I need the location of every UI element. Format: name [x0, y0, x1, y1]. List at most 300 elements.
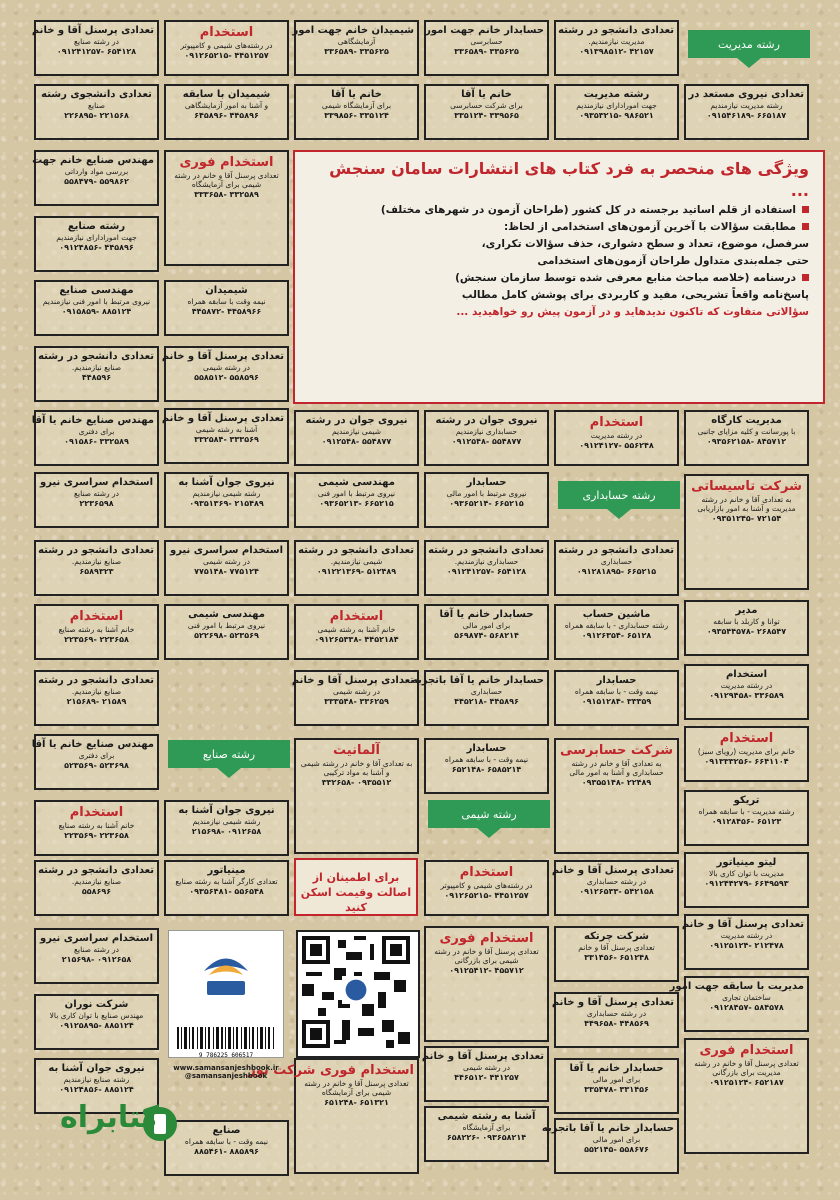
ad-phone: ۰۹۱۲۴۱۲۷- ۵۵۶۲۴۸ [579, 441, 654, 450]
ad-card [424, 84, 549, 140]
ad-card [541, 1118, 679, 1174]
ad-title: حسابدار [466, 743, 507, 754]
ad-body: به تعدادی آقا و خانم در رشته حسابداری و آشنا به امور مالی [569, 759, 664, 777]
ad-body: خانم آشنا به رشته شیمی [317, 625, 396, 634]
ad-title: نیروی جوان آشنا به [48, 1063, 145, 1074]
ad-body: صنایع نیازمندیم. [71, 877, 122, 886]
ad-phone: ۰۹۱۲۵۱۲۴- ۲۱۲۴۷۸ [709, 941, 784, 950]
ad-title: مدیریت کارگاه [711, 415, 782, 426]
ad-card [164, 540, 289, 596]
ad-body: در رشته حسابداری [586, 1009, 647, 1018]
ad-body: صنایع [88, 101, 105, 110]
ad-card [34, 994, 159, 1050]
ad-card [294, 604, 419, 660]
ad-title: تعدادی پرسنل آقا و خانم [161, 413, 284, 424]
ad-card [424, 604, 549, 660]
ad-phone: ۰۹۱۲۶۵۲۱۵- ۴۴۵۱۲۵۷ [444, 891, 529, 900]
ad-body: رشته شیمی نیازمندیم [192, 817, 261, 826]
ad-title: تعدادی پرسنل آقا و خانم [31, 25, 154, 36]
ad-card [34, 472, 159, 528]
bullet-icon [802, 223, 809, 230]
ad-phone: ۰۹۱۵۸۵۹- ۸۸۵۱۲۴ [61, 307, 132, 316]
authenticity-promo: برای اطمینان از اصالت وقیمت اسکن کنید [294, 858, 418, 916]
ad-phone: ۲۲۶۸۹۵- ۲۲۱۵۶۸ [64, 111, 129, 120]
ad-card [424, 20, 549, 76]
feature-highlight: سؤالاتی متفاوت که تاکنون ندیدهاید و در آزمون پیش رو خواهیدید ... [456, 306, 809, 318]
ad-body: تعدادی پرسنل آقا و خانم در رشته شیمی برای آزمایشگاه [174, 171, 279, 189]
ad-body: در رشته مدیریت [720, 931, 773, 940]
ad-card [248, 1058, 419, 1174]
ad-card [684, 1038, 809, 1154]
ad-body: نیمه وقت - با سابقه همراه [184, 1137, 269, 1146]
ad-body: در رشته شیمی [202, 363, 251, 372]
ad-phone: ۳۳۹۸۵۶- ۳۳۵۱۲۴ [324, 111, 389, 120]
ad-card [681, 914, 809, 970]
ad-card [294, 738, 419, 854]
ad-phone: ۰۹۱۲۹۴۵۸- ۳۳۶۵۸۹ [709, 691, 784, 700]
ad-body: رشته مدیریت نیازمندیم [710, 101, 783, 110]
ad-card [31, 734, 159, 790]
ad-card [164, 604, 289, 660]
ad-body: حسابداری نیازمندیم [455, 427, 518, 436]
ad-phone: ۰۹۱۳۹۸۵۱۲- ۴۲۱۵۷ [579, 47, 654, 56]
ad-card [294, 84, 419, 140]
ad-card [669, 976, 809, 1032]
feature-subitem: حتی جمله‌بندی متداول طراحان آزمون‌های استخدامی [537, 255, 809, 267]
ad-body: برای آزمایشگاه شیمی [321, 101, 392, 110]
ad-body: در رشته شیمی [462, 1063, 511, 1072]
ad-title: استخدام [69, 609, 124, 624]
ad-phone: ۰۹۱۲۶۵۳۳- ۵۴۲۱۵۸ [579, 887, 654, 896]
ad-card [34, 670, 159, 726]
ad-card [554, 738, 679, 854]
ad-title: نیروی جوان آشنا به [178, 805, 275, 816]
ad-card [554, 84, 679, 140]
ad-title: حسابدار خانم یا آقا باتجربه [411, 675, 544, 686]
ad-phone: ۴۴۶۵۱۲- ۴۴۱۲۵۷ [454, 1073, 519, 1082]
ad-body: در رشته مدیریت [720, 681, 773, 690]
ad-title: حسابدار خانم یا آقا [569, 1063, 664, 1074]
category-tag-chemistry: رشته شیمی [428, 800, 550, 828]
ad-title: استخدام [719, 731, 774, 746]
ad-title: شرکت حسابرسی [559, 743, 674, 758]
ad-body: آزمایشگاهی [337, 37, 376, 46]
ad-card [164, 1120, 289, 1176]
feature-subitem: پاسخ‌نامه واقعاً تشریحی، مفید و کاربردی برای پوشش کامل مطالب [461, 289, 809, 301]
ad-title: مهندسی شیمی [318, 477, 395, 488]
ad-body: رشته مدیریت - با سابقه همراه [698, 807, 795, 816]
qr-code[interactable] [296, 930, 420, 1058]
ad-title: استخدام [459, 865, 514, 880]
ad-phone: ۶۵۸۲۲۶- ۰۹۳۶۵۸۲۱۴ [446, 1133, 527, 1142]
ad-phone: ۲۲۳۶۵۹۸ [79, 499, 114, 508]
ad-phone: ۲۱۵۶۸۹- ۲۱۵۸۹ [66, 697, 127, 706]
ad-title: تعدادی پرسنل آقا و خانم [421, 1051, 544, 1062]
ad-card [684, 600, 809, 656]
ad-title: تعدادی پرسنل آقا و خانم [161, 351, 284, 362]
ad-title: مهندسی صنایع [59, 285, 134, 296]
ad-title: لیتو مینیاتور [716, 857, 777, 868]
ad-phone: ۴۴۵۸۷۲- ۴۴۵۸۹۶۶ [191, 307, 262, 316]
ad-body: در رشته صنایع [74, 37, 119, 46]
feature-item: مطابقت سؤالات با آخرین آزمون‌های استخدامی از لحاظ: [309, 219, 809, 236]
ad-card [164, 20, 289, 76]
ad-body: تعدادی پرسنل آقا و خانم در رشته شیمی برای آزمایشگاه [304, 1079, 409, 1097]
ad-phone: ۰۹۱۲۸۴۵۶- ۶۵۱۲۳ [711, 817, 782, 826]
ad-body: بررسی مواد وارداتی [64, 167, 129, 176]
ad-title: تعدادی پرسنل آقا و خانم [291, 675, 414, 686]
ad-title: استخدام فوری [699, 1043, 794, 1058]
ad-phone: ۰۹۳۵۴۴۵۷۸- ۲۶۸۵۴۷ [706, 627, 787, 636]
ad-card [424, 926, 549, 1042]
ad-title: تعدادی دانشجو در رشته [38, 545, 154, 556]
ad-title: ماشین حساب [582, 609, 651, 620]
ad-card [294, 540, 419, 596]
ad-title: خانم یا آقا [331, 89, 382, 100]
ad-body: صنایع نیازمندیم. [71, 557, 122, 566]
ad-title: استخدام [199, 25, 254, 40]
ad-title: نیروی جوان در رشته [305, 415, 408, 426]
ad-title: رشته مدیریت [583, 89, 650, 100]
ad-phone: ۰۹۱۲۴۴۲۷۹- ۶۶۴۹۵۹۳ [704, 879, 789, 888]
ad-title: رشته صنایع [67, 221, 126, 232]
ad-phone: ۳۳۳۶۵۸- ۳۳۲۵۸۹ [194, 190, 259, 199]
ad-title: شیمیدان با سابقه [182, 89, 271, 100]
ad-body: حسابداری [600, 557, 633, 566]
ad-card [424, 738, 549, 794]
ad-phone: ۰۹۱۵۴۶۱۸۹- ۶۶۵۱۸۷ [706, 111, 787, 120]
ad-card [294, 20, 419, 76]
category-tag-accounting: رشته حسابداری [558, 481, 680, 509]
ad-phone: ۴۴۹۶۵۸- ۴۴۸۵۶۹ [584, 1019, 649, 1028]
ad-body: جهت امورادارای نیازمندیم [576, 101, 657, 110]
ad-title: حسابدار خانم جهت امور [425, 25, 544, 36]
ad-phone: ۶۵۱۲۴۸- ۶۵۱۳۲۱ [324, 1098, 389, 1107]
ad-phone: ۲۱۵۶۹۸- ۰۹۱۲۶۵۸ [191, 827, 262, 836]
ad-title: تعدادی نیروی مستعد در [688, 89, 804, 100]
ad-phone: ۰۹۱۲۴۱۲۵۷- ۶۵۴۱۲۸ [446, 567, 527, 576]
ad-body: برای امور مالی [592, 1075, 641, 1084]
ad-card [34, 540, 159, 596]
ad-phone: ۵۲۲۶۹۸- ۵۲۳۵۶۹ [194, 631, 259, 640]
ad-phone: ۰۹۱۲۲۱۳۶۹- ۵۱۲۴۸۹ [316, 567, 397, 576]
ad-body: رشته صنایع نیازمندیم [63, 1075, 130, 1084]
ad-phone: ۴۴۸۵۹۶ [81, 373, 112, 382]
ad-title: شرکت چرتکه [584, 931, 649, 942]
ad-card [291, 670, 419, 726]
ad-card [34, 604, 159, 660]
ad-body: در رشته مدیریت [590, 431, 643, 440]
ad-body: در رشته‌های شیمی و کامپیوتر [440, 881, 533, 890]
ad-body: مهندس صنایع با توان کاری بالا [49, 1011, 144, 1020]
ad-title: استخدام سراسری نیرو [39, 477, 154, 488]
ad-phone: ۵۵۲۱۴۵- ۵۵۸۶۷۶ [584, 1145, 649, 1154]
ad-card [34, 346, 159, 402]
bullet-icon [802, 274, 809, 281]
ad-body: خانم آشنا به رشته صنایع [58, 625, 135, 634]
ad-card [684, 664, 809, 720]
ad-title: مدیریت با سابقه جهت امور [669, 981, 804, 992]
ad-body: آشنا به رشته شیمی [195, 425, 258, 434]
ad-phone: ۲۱۵۶۹۸- ۰۹۱۲۶۵۸ [61, 955, 132, 964]
ad-body: با پورسانت و کلیه مزایای جانبی [697, 427, 796, 436]
ad-body: نیروی مرتبط با امور فنی [317, 489, 396, 498]
ad-phone: ۳۳۶۵۸۹- ۳۳۵۶۲۵ [324, 47, 389, 56]
ad-phone: ۰۹۳۵۶۴۸۱- ۵۵۶۵۴۸ [189, 887, 264, 896]
ad-title: تعدادی دانشجو در رشته [298, 545, 414, 556]
ad-title: تعدادی دانشجو در رشته [38, 865, 154, 876]
ad-card [31, 410, 159, 466]
ad-title: آشنا به رشته شیمی [437, 1111, 536, 1122]
ad-card [424, 540, 549, 596]
ad-card [164, 150, 289, 266]
ad-card [554, 670, 679, 726]
ad-card [34, 216, 159, 272]
ad-phone: ۰۹۱۲۵۴۱۲- ۴۵۵۷۱۲ [449, 966, 524, 975]
ad-card [164, 472, 289, 528]
ad-card [684, 474, 809, 590]
ad-body: نیروی مرتبط با امور فنی نیازمندیم [42, 297, 151, 306]
ad-phone: ۵۶۹۸۷۴- ۵۶۸۲۱۴ [454, 631, 519, 640]
ad-body: در رشته‌های شیمی و کامپیوتر [180, 41, 273, 50]
ad-card [164, 860, 289, 916]
ad-title: استخدام فوری [439, 931, 534, 946]
ad-title: تعدادی دانشجو در رشته [558, 545, 674, 556]
ad-body: تعدادی پرسنل آقا و خانم [578, 943, 655, 952]
ad-body: در رشته صنایع [74, 489, 119, 498]
ad-card [31, 20, 159, 76]
features-title: ویژگی های منحصر به فرد کتاب های انتشارات سامان سنجش ... [329, 159, 809, 200]
ad-body: مدیریت نیازمندیم. [588, 37, 645, 46]
social-handle[interactable]: @samansanjeshbook [184, 1072, 268, 1080]
ad-title: مینیاتور [207, 865, 246, 876]
ad-card [34, 860, 159, 916]
ad-phone: ۰۹۱۲۵۸۹۵- ۸۸۵۱۲۴ [59, 1021, 134, 1030]
ad-phone: ۳۳۲۵۸۴- ۳۳۳۵۶۹ [194, 435, 259, 444]
ad-card [684, 410, 809, 466]
ad-phone: ۰۹۱۵۱۲۸۴- ۳۳۳۵۹ [581, 697, 652, 706]
ad-body: جهت امورادارای نیازمندیم [56, 233, 137, 242]
ad-card [34, 150, 159, 206]
ad-title: تریکو [733, 795, 760, 806]
ad-body: نیمه وقت - با سابقه همراه [574, 687, 659, 696]
ad-phone: ۰۹۱۲۴۸۵۶- ۸۸۵۱۲۴ [59, 1085, 134, 1094]
ad-phone: ۰۹۱۲۵۴۸- ۵۵۴۸۷۷ [451, 437, 522, 446]
ad-phone: ۴۴۵۲۱۸- ۴۴۵۸۹۶ [454, 697, 519, 706]
ad-title: تعدادی دانشجو در رشته [38, 351, 154, 362]
ad-phone: ۰۹۳۶۵۲۱۳- ۶۶۵۲۱۵ [319, 499, 394, 508]
ad-phone: ۰۹۱۲۶۵۳۳۸- ۴۴۵۲۱۸۴ [314, 635, 399, 644]
category-tag-industry: رشته صنایع [168, 740, 290, 768]
ad-title: نیروی جوان در رشته [435, 415, 538, 426]
ad-card [554, 1058, 679, 1114]
ad-card [421, 1046, 549, 1102]
publisher-logo-icon [169, 931, 283, 1021]
ad-body: تعدادی کارگر آشنا به رشته صنایع [175, 877, 278, 886]
ad-phone: ۵۵۸۵۱۲- ۵۵۸۵۹۶ [194, 373, 259, 382]
ad-card [551, 992, 679, 1048]
ad-title: استخدام سراسری نیرو [39, 933, 154, 944]
category-tag-management: رشته مدیریت [688, 30, 810, 58]
ad-body: نیروی مرتبط با امور فنی [187, 621, 266, 630]
ad-card [554, 604, 679, 660]
bullet-icon [802, 206, 809, 213]
ad-body: رشته حسابداری - با سابقه همراه [564, 621, 669, 630]
ad-body: و آشنا به امور آزمایشگاهی [184, 101, 269, 110]
ad-title: استخدام فوری [179, 155, 274, 170]
ad-title: تعدادی دانشجوی رشته [41, 89, 152, 100]
ad-title: تعدادی پرسنل آقا و خانم [551, 865, 674, 876]
ad-card [34, 280, 159, 336]
ad-phone: ۶۵۲۱۴۸- ۶۵۸۵۲۱۴ [451, 765, 522, 774]
ad-card [684, 852, 809, 908]
ad-phone: ۲۲۳۵۶۹- ۲۲۳۶۵۸ [64, 831, 129, 840]
ad-phone: ۶۴۵۸۹۶- ۴۴۵۸۹۶ [194, 111, 259, 120]
ad-body: شیمی نیازمندیم [331, 427, 382, 436]
ad-body: برای دفتری [78, 427, 115, 436]
ad-title: صنایع [212, 1125, 241, 1136]
ad-body: در رشته حسابداری [586, 877, 647, 886]
ad-phone: ۳۳۵۴۷۸- ۳۳۱۴۵۶ [584, 1085, 649, 1094]
ad-body: خانم برای مدیریت (رویای سبز) [697, 747, 796, 756]
ad-body: به تعدادی آقا و خانم در رشته مدیریت و آشنا به امور بازاریابی [697, 495, 796, 513]
ad-body: شیمی نیازمندیم. [330, 557, 383, 566]
ad-body: برای شرکت حسابرسی [450, 101, 523, 110]
ad-card [161, 408, 289, 464]
ad-card [424, 472, 549, 528]
ad-title: شرکت تاسیساتی [691, 479, 802, 494]
ad-phone: ۰۹۱۲۶۵۲۱۵- ۴۴۵۱۲۵۷ [184, 51, 269, 60]
ad-card [554, 926, 679, 982]
feature-subitem: سرفصل، موضوع، تعداد و سطح دشواری، حذف سؤالات تکراری، [481, 238, 809, 250]
ad-card [554, 410, 679, 466]
website-link[interactable]: www.samansanjeshbook.ir [173, 1064, 279, 1072]
ad-phone: ۰۹۳۵۳۲۱۵- ۹۸۶۵۲۱ [579, 111, 654, 120]
ad-body: صنایع نیازمندیم. [71, 687, 122, 696]
ad-card [34, 84, 159, 140]
ad-phone: ۰۹۱۲۶۳۵۴- ۶۵۱۲۸ [581, 631, 652, 640]
ad-title: شرکت نوران [64, 999, 129, 1010]
ad-body: در رشته شیمی [332, 687, 381, 696]
ad-phone: ۶۵۸۹۳۲۳ [79, 567, 114, 576]
ad-title: تعدادی دانشجو در رشته [38, 675, 154, 686]
ad-title: استخدام [329, 609, 384, 624]
ad-phone: ۰۹۱۲۴۱۲۵۷- ۶۵۴۱۲۸ [56, 47, 137, 56]
ad-phone: ۳۳۵۱۲۴- ۳۳۹۵۶۵ [454, 111, 519, 120]
ad-title: حسابدار [466, 477, 507, 488]
ad-phone: ۰۹۳۵۵۱۴۸- ۲۲۴۸۹ [581, 778, 652, 787]
ad-title: مهندس صنایع خانم یا آقا [31, 415, 154, 426]
ad-phone: ۳۳۱۴۵۶- ۶۵۱۲۴۸ [584, 953, 649, 962]
ad-title: حسابدار خانم یا آقا باتجربه [541, 1123, 674, 1134]
ad-body: در رشته شیمی [202, 557, 251, 566]
features-box [293, 150, 825, 404]
ad-phone: ۰۹۱۵۸۶- ۳۳۲۵۸۹ [64, 437, 129, 446]
ad-body: صنایع نیازمندیم. [71, 363, 122, 372]
ad-phone: ۰۹۱۳۳۳۲۵۶- ۶۶۴۱۱۰۴ [704, 757, 789, 766]
ad-body: حسابداری [470, 687, 503, 696]
ad-phone: ۲۲۳۵۶۹- ۲۲۳۶۵۸ [64, 635, 129, 644]
ad-body: به تعدادی آقا و خانم در رشته شیمی و آشنا به مواد ترکیبی [300, 759, 413, 777]
ad-title: شیمیدان [205, 285, 248, 296]
feature-item: استفاده از قلم اساتید برجسته در کل کشور (طراحان آزمون در شهرهای مختلف) [309, 202, 809, 219]
ad-card [161, 346, 289, 402]
ad-card [424, 1106, 549, 1162]
ad-body: توانا و کاربلد با سابقه [713, 617, 780, 626]
ad-body: برای آزمایشگاه [462, 1123, 511, 1132]
ad-title: استخدام [69, 805, 124, 820]
ad-card [294, 472, 419, 528]
ad-body: نیمه وقت با سابقه همراه [187, 297, 266, 306]
ad-phone: ۰۹۳۵۱۲۴۵- ۷۲۱۵۴ [711, 514, 782, 523]
ad-phone: ۰۹۳۵۶۲۱۵۸- ۸۴۵۷۱۲ [706, 437, 787, 446]
ad-body: نیمه وقت - با سابقه همراه [444, 755, 529, 764]
ad-title: تعدادی پرسنل آقا و خانم [551, 997, 674, 1008]
ad-body: تعدادی پرسنل آقا و خانم در رشته شیمی برای بازرگانی [434, 947, 539, 965]
ad-phone: ۵۵۸۴۷۹- ۵۵۹۸۶۲ [64, 177, 129, 186]
ad-card [684, 84, 809, 140]
ad-body: رشته شیمی نیازمندیم [192, 489, 261, 498]
ad-card [684, 726, 809, 782]
isbn-text: 9 786225 606517 [198, 1052, 254, 1059]
ad-title: استخدام [725, 669, 768, 680]
ad-phone: ۵۵۸۶۹۶ [81, 887, 112, 896]
ad-title: خانم یا آقا [461, 89, 512, 100]
ad-title: مهندس صنایع خانم یا آقا [31, 739, 154, 750]
book-cover [168, 930, 284, 1058]
publisher-url[interactable] [168, 1064, 284, 1080]
ad-title: حسابدار [596, 675, 637, 686]
ad-phone: ۷۷۵۱۴۸- ۷۷۵۱۲۴ [194, 567, 259, 576]
ad-title: استخدام فوری شرکت نور [248, 1063, 414, 1078]
ad-card [551, 860, 679, 916]
barcode-icon [169, 1025, 283, 1059]
ad-card [424, 410, 549, 466]
ad-card [411, 670, 549, 726]
ad-title: تعدادی دانشجو در رشته [428, 545, 544, 556]
ad-body: ساختمان تجاری [722, 993, 771, 1002]
ad-body: مدیریت با توان کاری بالا [708, 869, 785, 878]
ad-phone: ۳۳۶۵۸۹- ۳۳۵۶۲۵ [454, 47, 519, 56]
ad-card [424, 860, 549, 916]
ad-title: تعدادی پرسنل آقا و خانم [681, 919, 804, 930]
ad-card [294, 410, 419, 466]
ad-card [164, 800, 289, 856]
ad-phone: ۳۳۳۵۴۸- ۳۳۶۲۵۹ [324, 697, 389, 706]
ad-phone: ۰۹۱۲۴۸۵۶- ۴۴۵۸۹۶ [59, 243, 134, 252]
ad-title: شیمیدان خانم جهت امور [292, 25, 414, 36]
ad-title: استخدام [589, 415, 644, 430]
ad-title: نیروی جوان آشنا به [178, 477, 275, 488]
ad-phone: ۳۳۲۶۵۸- ۰۹۳۵۵۱۲ [321, 778, 392, 787]
ad-body: در رشته صنایع [74, 945, 119, 954]
ad-phone: ۰۹۱۲۵۴۸- ۵۵۴۸۷۷ [321, 437, 392, 446]
ad-phone: ۸۸۵۴۶۱- ۸۸۵۸۹۶ [194, 1147, 259, 1156]
ad-title: مهندسی شیمی [188, 609, 265, 620]
ad-card [34, 800, 159, 856]
ad-card [554, 20, 679, 76]
ad-card [164, 84, 289, 140]
ad-phone: ۰۹۱۲۵۱۲۴- ۶۵۲۱۸۷ [709, 1078, 784, 1087]
ad-title: آلمانیت [333, 743, 380, 758]
ad-body: برای دفتری [78, 751, 115, 760]
ad-phone: ۰۹۳۶۵۲۱۴- ۶۶۵۲۱۵ [449, 499, 524, 508]
ad-card [164, 280, 289, 336]
ad-body: برای امور مالی [592, 1135, 641, 1144]
ad-body: برای امور مالی [462, 621, 511, 630]
ad-body: حسابرسی [470, 37, 503, 46]
ad-phone: ۰۹۱۲۸۴۵۷- ۵۸۴۵۷۸ [709, 1003, 784, 1012]
